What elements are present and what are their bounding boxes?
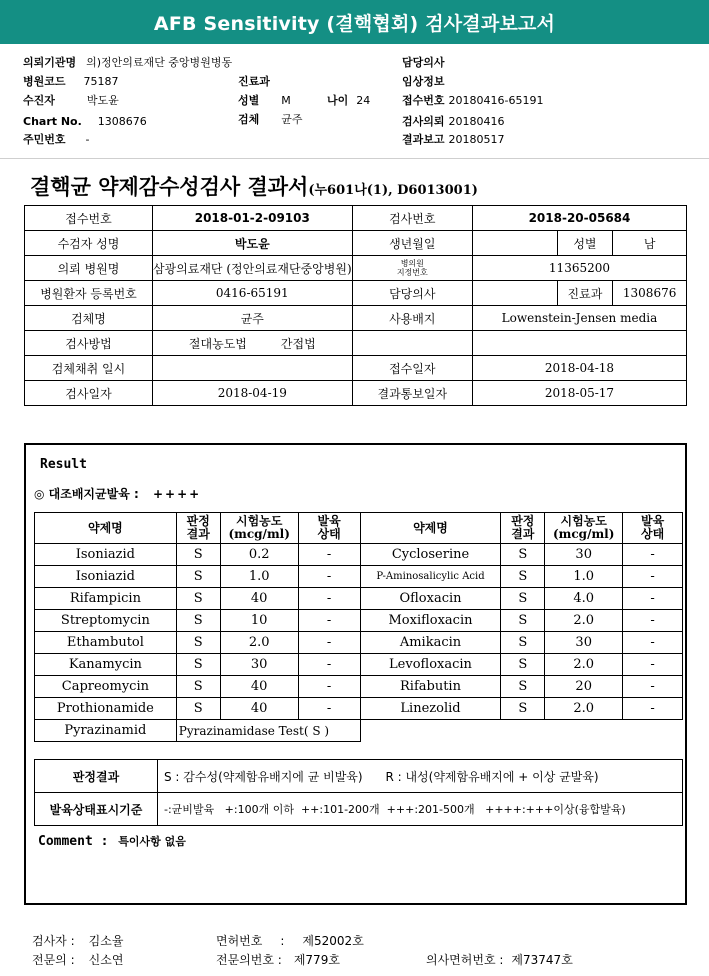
concentration: 20 <box>545 676 623 698</box>
header-row-request-date: 검사의뢰 20180416 <box>402 115 505 128</box>
info-label: 검체채취 일시 <box>25 356 153 381</box>
header-row-age: 나이 24 <box>327 94 371 107</box>
concentration: 4.0 <box>545 588 623 610</box>
concentration: 1.0 <box>220 566 298 588</box>
legend-text: -:균비발육 +:100개 이하 ++:101-200개 +++:201-500개 ++++:+++이상(융합발육) <box>158 793 683 826</box>
header-row-specimen: 검체 균주 <box>238 113 303 126</box>
info-value: 박도윤 <box>152 231 352 256</box>
growth: - <box>623 698 683 720</box>
header-row-doctor: 담당의사 <box>402 56 445 69</box>
judgement: S <box>501 588 545 610</box>
info-label <box>352 331 472 356</box>
header-row-clinical-info: 임상정보 <box>402 75 445 88</box>
info-label: 병원환자 등록번호 <box>25 281 153 306</box>
growth: - <box>623 632 683 654</box>
drug-name: Amikacin <box>360 632 501 654</box>
info-label: 의뢰 병원명 <box>25 256 153 281</box>
judgement: S <box>501 610 545 632</box>
document-title: 결핵균 약제감수성검사 결과서(누601나(1), D6013001) <box>30 174 478 199</box>
drug-name: Streptomycin <box>35 610 177 632</box>
footer-specialist-no: 전문의번호 : 제779호 <box>216 953 340 967</box>
judgement: S <box>501 632 545 654</box>
table-row-pza <box>35 720 683 742</box>
info-value: Lowenstein-Jensen media <box>472 306 686 331</box>
info-row <box>25 206 687 231</box>
judgement: S <box>501 698 545 720</box>
drug-name: Rifabutin <box>360 676 501 698</box>
growth: - <box>623 544 683 566</box>
concentration: 40 <box>220 698 298 720</box>
judgement: S <box>176 566 220 588</box>
judgement: S <box>176 588 220 610</box>
growth: - <box>623 610 683 632</box>
info-value: 1308676 <box>613 281 687 306</box>
drug-name: Isoniazid <box>35 566 177 588</box>
control-growth: ◎ 대조배지균발육 : ++++ <box>34 487 202 501</box>
table-row <box>35 610 683 632</box>
header-row-patient: 수진자 박도윤 <box>23 94 119 107</box>
concentration: 30 <box>545 632 623 654</box>
drug-name: Isoniazid <box>35 544 177 566</box>
growth: - <box>623 566 683 588</box>
col-judgement: 판정 결과 <box>176 513 220 544</box>
drug-name: P-Aminosalicylic Acid <box>360 566 501 588</box>
concentration: 2.0 <box>220 632 298 654</box>
comment <box>38 833 186 849</box>
info-value: 삼광의료재단 (정안의료재단중앙병원) <box>152 256 352 281</box>
info-label: 검사일자 <box>25 381 153 406</box>
info-row <box>25 231 687 256</box>
header-row-resident-no: 주민번호 - <box>23 133 90 146</box>
drug-name: Cycloserine <box>360 544 501 566</box>
col-concentration: 시험농도 (mcg/ml) <box>545 513 623 544</box>
info-label: 접수번호 <box>25 206 153 231</box>
info-value: 2018-04-19 <box>152 381 352 406</box>
comment-label: Comment : <box>38 834 109 849</box>
drug-name: Rifampicin <box>35 588 177 610</box>
drug-name: Prothionamide <box>35 698 177 720</box>
table-row <box>35 566 683 588</box>
table-row <box>35 654 683 676</box>
col-judgement: 판정 결과 <box>501 513 545 544</box>
info-value: 남 <box>613 231 687 256</box>
info-label: 접수일자 <box>352 356 472 381</box>
judgement: S <box>501 566 545 588</box>
concentration: 2.0 <box>545 654 623 676</box>
header-row-receipt-no: 접수번호 20180416-65191 <box>402 94 544 107</box>
table-row <box>35 676 683 698</box>
growth: - <box>298 676 360 698</box>
drug-table-header <box>35 513 683 544</box>
drug-name: Moxifloxacin <box>360 610 501 632</box>
legend-label: 판정결과 <box>35 760 158 793</box>
growth: - <box>298 544 360 566</box>
info-label: 생년월일 <box>352 231 472 256</box>
growth: - <box>298 566 360 588</box>
concentration: 10 <box>220 610 298 632</box>
growth: - <box>623 676 683 698</box>
growth: - <box>623 588 683 610</box>
header-row-sex: 성별 M <box>238 94 291 107</box>
growth: - <box>298 588 360 610</box>
col-growth: 발육 상태 <box>298 513 360 544</box>
comment-value: 특이사항 없음 <box>118 835 186 848</box>
drug-name: Linezolid <box>360 698 501 720</box>
info-label: 수검자 성명 <box>25 231 153 256</box>
info-label: 진료과 <box>557 281 613 306</box>
empty-cell <box>360 720 682 742</box>
drug-sensitivity-table <box>34 512 683 742</box>
concentration: 30 <box>220 654 298 676</box>
info-label: 사용배지 <box>352 306 472 331</box>
drug-name: Ofloxacin <box>360 588 501 610</box>
concentration: 1.0 <box>545 566 623 588</box>
legend-row <box>35 793 683 826</box>
growth: - <box>298 654 360 676</box>
info-label: 검체명 <box>25 306 153 331</box>
info-row <box>25 256 687 281</box>
info-value: 2018-04-18 <box>472 356 686 381</box>
header-row-hospital-code: 병원코드 75187 <box>23 75 119 88</box>
growth: - <box>298 610 360 632</box>
table-row <box>35 698 683 720</box>
col-growth: 발육 상태 <box>623 513 683 544</box>
info-label: 병의원 지정번호 <box>352 256 472 281</box>
judgement: S <box>176 654 220 676</box>
info-row <box>25 356 687 381</box>
info-row <box>25 381 687 406</box>
footer-license: 면허번호 : 제52002호 <box>216 934 364 948</box>
info-value: 균주 <box>152 306 352 331</box>
judgement: S <box>176 676 220 698</box>
growth: - <box>623 654 683 676</box>
concentration: 40 <box>220 588 298 610</box>
info-row <box>25 331 687 356</box>
col-drug-name: 약제명 <box>35 513 177 544</box>
table-row <box>35 544 683 566</box>
judgement: S <box>176 544 220 566</box>
legend-label: 발육상태표시기준 <box>35 793 158 826</box>
info-label: 검사방법 <box>25 331 153 356</box>
judgement: S <box>501 676 545 698</box>
result-panel <box>24 443 687 905</box>
info-value <box>472 281 557 306</box>
table-row <box>35 632 683 654</box>
info-value: 11365200 <box>472 256 686 281</box>
info-label: 성별 <box>557 231 613 256</box>
drug-name: Capreomycin <box>35 676 177 698</box>
info-value <box>472 231 557 256</box>
judgement: S <box>176 698 220 720</box>
info-label: 결과통보일자 <box>352 381 472 406</box>
info-value <box>472 331 686 356</box>
header-row-department: 진료과 <box>238 75 270 88</box>
specimen-info-table <box>24 205 687 406</box>
document-subtitle: (누601나(1), D6013001) <box>308 183 478 198</box>
report-title-bar <box>0 0 709 44</box>
judgement: S <box>176 632 220 654</box>
drug-name: Pyrazinamid <box>35 720 177 742</box>
concentration: 0.2 <box>220 544 298 566</box>
judgement: S <box>176 610 220 632</box>
judgement: S <box>501 654 545 676</box>
result-heading: Result <box>40 457 87 472</box>
info-row <box>25 281 687 306</box>
drug-name: Ethambutol <box>35 632 177 654</box>
info-label: 검사번호 <box>352 206 472 231</box>
growth: - <box>298 632 360 654</box>
drug-name: Levofloxacin <box>360 654 501 676</box>
judgement: S <box>501 544 545 566</box>
col-concentration: 시험농도 (mcg/ml) <box>220 513 298 544</box>
footer-doctor-license-no: 의사면허번호 : 제73747호 <box>426 953 573 967</box>
header-row-report-date: 결과보고 20180517 <box>402 133 505 146</box>
info-label: 담당의사 <box>352 281 472 306</box>
info-row <box>25 306 687 331</box>
header-row-chart-no: Chart No. 1308676 <box>23 115 147 128</box>
growth: - <box>298 698 360 720</box>
report-title: AFB Sensitivity (결핵협회) 검사결과보고서 <box>153 12 556 35</box>
footer-specialist: 전문의 : 신소연 <box>32 953 124 967</box>
info-value: 0416-65191 <box>152 281 352 306</box>
info-value: 2018-20-05684 <box>472 206 686 231</box>
info-value: 2018-01-2-09103 <box>152 206 352 231</box>
legend-table <box>34 759 683 826</box>
info-value: 2018-05-17 <box>472 381 686 406</box>
footer-tester: 검사자 : 김소율 <box>32 934 124 948</box>
table-row <box>35 588 683 610</box>
info-value <box>152 356 352 381</box>
concentration: 40 <box>220 676 298 698</box>
concentration: 2.0 <box>545 698 623 720</box>
drug-name: Kanamycin <box>35 654 177 676</box>
col-drug-name: 약제명 <box>360 513 501 544</box>
concentration: 2.0 <box>545 610 623 632</box>
pza-test-result: Pyrazinamidase Test( S ) <box>176 720 360 742</box>
patient-header <box>0 44 709 159</box>
info-value: 절대농도법 간접법 <box>152 331 352 356</box>
header-row-institution: 의뢰기관명 의)정안의료재단 중앙병원병동 <box>23 56 233 69</box>
legend-text: S : 감수성(약제함유배지에 균 비발육) R : 내성(약제함유배지에 + 이상 균발육) <box>158 760 683 793</box>
concentration: 30 <box>545 544 623 566</box>
legend-row <box>35 760 683 793</box>
